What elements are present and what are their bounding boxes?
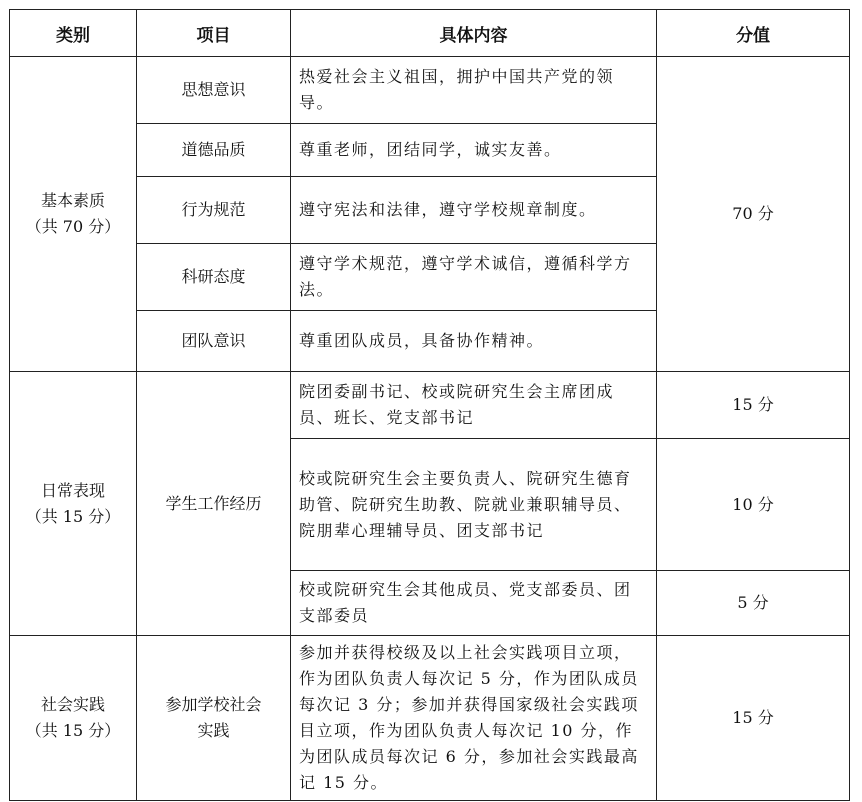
header-score: 分值: [657, 10, 850, 57]
score-cell: 5 分: [657, 571, 850, 636]
category-label: 基本素质: [40, 191, 105, 210]
content-cell: 参加并获得校级及以上社会实践项目立项，作为团队负责人每次记 5 分，作为团队成员每次记 3 分；参加并获得国家级社会实践项目立项，作为团队负责人每次记 10 分，作为团队成员每次记 6 分，参加社会实践最高记 15 分。: [291, 636, 657, 801]
content-cell: 校或院研究生会主要负责人、院研究生德育助管、院研究生助教、院就业兼职辅导员、院朋辈心理辅导员、团支部书记: [291, 439, 657, 571]
table-row: [10, 636, 850, 801]
table-row: [10, 57, 850, 124]
item-cell: 科研态度: [137, 244, 291, 311]
content-cell: 热爱社会主义祖国，拥护中国共产党的领导。: [291, 57, 657, 124]
content-cell: 遵守学术规范，遵守学术诚信，遵循科学方法。: [291, 244, 657, 311]
category-cell-practice: [10, 636, 137, 801]
score-cell: 10 分: [657, 439, 850, 571]
item-cell: 道德品质: [137, 124, 291, 177]
score-cell: 15 分: [657, 636, 850, 801]
header-content: 具体内容: [291, 10, 657, 57]
score-cell: 15 分: [657, 372, 850, 439]
item-label-line: 实践: [197, 721, 230, 740]
table-header-row: [10, 10, 850, 57]
item-cell: 团队意识: [137, 311, 291, 372]
header-category: 类别: [10, 10, 137, 57]
category-total: （共 15 分）: [25, 721, 121, 740]
category-total: （共 70 分）: [25, 217, 121, 236]
item-cell: 思想意识: [137, 57, 291, 124]
content-cell: 遵守宪法和法律，遵守学校规章制度。: [291, 177, 657, 244]
content-cell: 校或院研究生会其他成员、党支部委员、团支部委员: [291, 571, 657, 636]
scoring-table: [9, 9, 850, 801]
category-cell-basic: [10, 57, 137, 372]
table-row: [10, 372, 850, 439]
category-cell-daily: [10, 372, 137, 636]
item-label-line: 参加学校社会: [165, 695, 262, 714]
item-cell: [137, 636, 291, 801]
content-cell: 尊重团队成员，具备协作精神。: [291, 311, 657, 372]
category-label: 日常表现: [40, 480, 105, 500]
content-cell: 尊重老师，团结同学，诚实友善。: [291, 124, 657, 177]
content-cell: 院团委副书记、校或院研究生会主席团成员、班长、党支部书记: [291, 372, 657, 439]
category-total: （共 15 分）: [25, 506, 121, 526]
header-item: 项目: [137, 10, 291, 57]
item-cell: 行为规范: [137, 177, 291, 244]
item-cell: 学生工作经历: [137, 372, 291, 636]
score-cell: 70 分: [657, 57, 850, 372]
category-label: 社会实践: [40, 695, 105, 714]
